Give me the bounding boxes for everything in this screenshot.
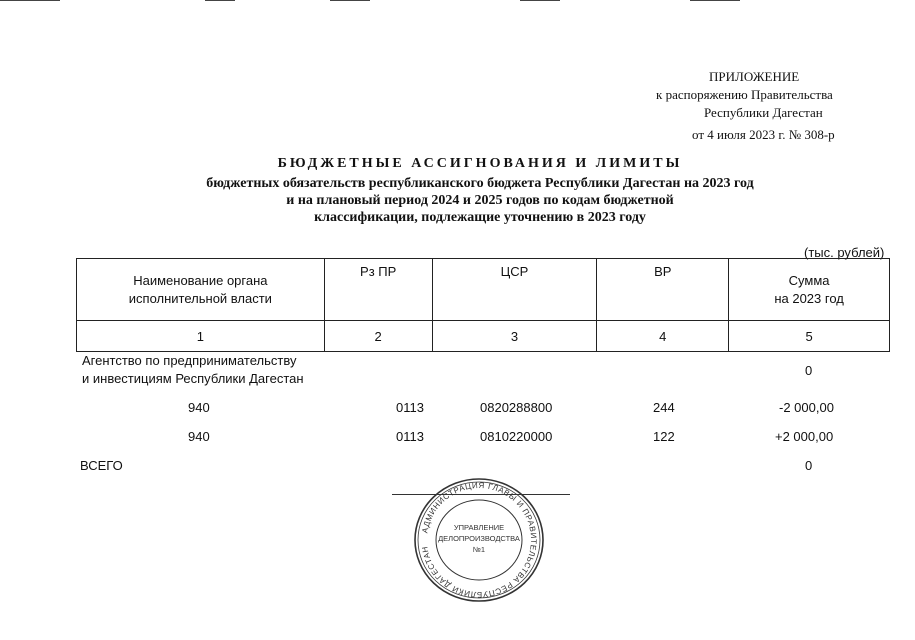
- scan-artifact: [330, 0, 370, 1]
- row-1-vr: 244: [653, 400, 675, 415]
- column-number: 2: [324, 321, 432, 352]
- stamp-line-1: УПРАВЛЕНИЕ: [453, 523, 505, 532]
- title-line-3: классификации, подлежащие уточнению в 2023 году: [314, 210, 646, 225]
- total-sum: 0: [805, 458, 813, 473]
- header-name-line1: Наименование органа: [133, 272, 268, 288]
- row-2-rz: 0113: [396, 429, 424, 444]
- header-sum-line2: на 2023 год: [774, 290, 844, 306]
- row-1-sum: -2 000,00: [779, 400, 834, 415]
- units-label: (тыс. рублей): [804, 245, 885, 260]
- row-2-code: 940: [188, 429, 210, 444]
- header-agency-name: [77, 259, 325, 321]
- agency-name: [82, 352, 304, 388]
- scan-artifact: [690, 0, 740, 1]
- stamp-line-3: №1: [472, 545, 486, 554]
- stamp-line-2: ДЕЛОПРОИЗВОДСТВА: [438, 534, 520, 543]
- row-1-csr: 0820288800: [480, 400, 553, 415]
- column-number: 1: [77, 321, 325, 352]
- header-sum: [729, 259, 890, 321]
- title-line-2: и на плановый период 2024 и 2025 годов по кодам бюджетной: [286, 193, 674, 208]
- header-vr: ВР: [597, 259, 729, 321]
- column-number: 5: [729, 321, 890, 352]
- agency-name-line1: Агентство по предпринимательству: [82, 353, 297, 368]
- table-header-row: [77, 259, 890, 321]
- appendix-republic: Республики Дагестан: [704, 105, 823, 120]
- row-2-csr: 0810220000: [480, 429, 553, 444]
- scan-artifact: [0, 0, 60, 1]
- appendix-decree: к распоряжению Правительства: [656, 87, 833, 102]
- column-number: 3: [432, 321, 597, 352]
- row-2-sum: +2 000,00: [775, 429, 834, 444]
- row-2-vr: 122: [653, 429, 675, 444]
- header-name-line2: исполнительной власти: [128, 290, 272, 306]
- row-1-rz: 0113: [396, 400, 424, 415]
- agency-sum: 0: [805, 363, 813, 378]
- scan-artifact: [205, 0, 235, 1]
- total-label: ВСЕГО: [80, 458, 123, 473]
- allocations-table: [76, 258, 890, 352]
- column-number: 4: [597, 321, 729, 352]
- column-number-row: [77, 321, 890, 352]
- appendix-label: ПРИЛОЖЕНИЕ: [709, 69, 800, 84]
- header-rz-pr: Рз ПР: [324, 259, 432, 321]
- appendix-date: от 4 июля 2023 г. № 308-р: [692, 127, 835, 142]
- document-title: БЮДЖЕТНЫЕ АССИГНОВАНИЯ И ЛИМИТЫ: [277, 156, 683, 171]
- title-line-1: бюджетных обязательств республиканского бюджета Республики Дагестан на 2023 год: [206, 176, 754, 191]
- official-stamp: [412, 476, 546, 604]
- scan-artifact: [520, 0, 560, 1]
- header-csr: ЦСР: [432, 259, 597, 321]
- stamp-ring-textpath: АДМИНИСТРАЦИЯ ГЛАВЫ И ПРАВИТЕЛЬСТВА РЕСПУБЛИКИ ДАГЕСТАН: [420, 480, 539, 600]
- header-sum-line1: Сумма: [788, 272, 830, 288]
- agency-name-line2: и инвестициям Республики Дагестан: [82, 371, 304, 386]
- row-1-code: 940: [188, 400, 210, 415]
